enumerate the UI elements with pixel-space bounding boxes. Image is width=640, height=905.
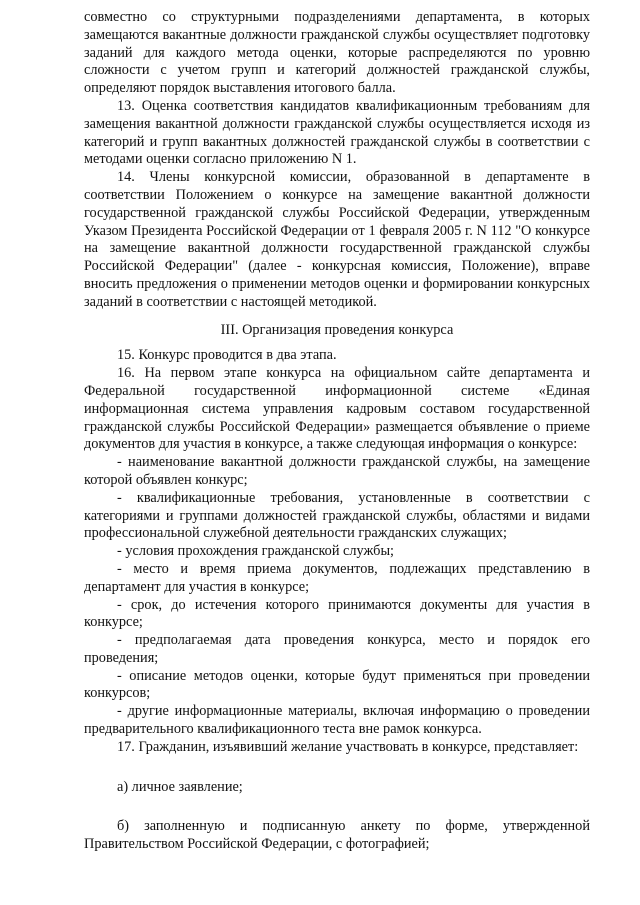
list-item: - описание методов оценки, которые будут применяться при проведении конкурсов; [84,667,590,702]
paragraph-14: 14. Члены конкурсной комиссии, образованной в департаменте в соответствии Положением о конкурсе на замещение вакантной должности государственной гражданской службы Российской Федерации, утвержденным Указом Президента Российской Федерации от 1 февраля 2005 г. N 112 "О конкурсе на замещение вакантной должности государственной гражданской службы Российской Федерации" (далее - конкурсная комиссия, Положение), вправе вносить предложения о применении методов оценки и формировании конкурсных заданий в соответствии с настоящей методикой. [84,169,590,310]
list-item: - срок, до истечения которого принимаются документы для участия в конкурсе; [84,596,590,631]
list-item: - условия прохождения гражданской службы; [117,543,395,560]
item-a: а) личное заявление; [117,778,243,795]
list-item: - место и время приема документов, подлежащих представлению в департамент для участия в конкурсе; [84,560,590,595]
paragraph-16: 16. На первом этапе конкурса на официальном сайте департамента и Федеральной государственной информационной системе «Единая информационная система управления кадровым составом государственной гражданской службы Российской Федерации» размещается объявление о приеме документов для участия в конкурсе, а также следующая информация о конкурсе: [84,365,590,453]
list-item: - квалификационные требования, установленные в соответствии с категориями и группами должностей гражданской службы, областями и видами профессиональной служебной деятельности гражданских служащих; [84,489,590,542]
paragraph-17: 17. Гражданин, изъявивший желание участвовать в конкурсе, представляет: [117,738,579,755]
section-title: III. Организация проведения конкурса [220,321,454,338]
paragraph-intro: совместно со структурными подразделениями департамента, в которых замещаются вакантные должности гражданской службы осуществляет подготовку заданий для каждого метода оценки, которые распределяются по уровню сложности с учетом групп и категорий должностей гражданской службы, определяют порядок выставления итогового балла. [84,9,590,97]
paragraph-15: 15. Конкурс проводится в два этапа. [117,347,337,364]
list-item: - предполагаемая дата проведения конкурса, место и порядок его проведения; [84,632,590,666]
conditions-list [84,454,590,739]
list-item: - наименование вакантной должности гражданской службы, на замещение которой объявлен конкурс; [84,454,590,488]
item-b: б) заполненную и подписанную анкету по форме, утвержденной Правительством Российской Федерации, с фотографией; [84,818,590,853]
list-item: - другие информационные материалы, включая информацию о проведении предварительного квалификационного теста вне рамок конкурса. [84,703,590,738]
paragraph-13: 13. Оценка соответствия кандидатов квалификационным требованиям для замещения вакантной должности гражданской службы осуществляется исходя из категорий и групп вакантных должностей гражданской службы в соответствии с методами оценки согласно приложению N 1. [84,97,590,168]
